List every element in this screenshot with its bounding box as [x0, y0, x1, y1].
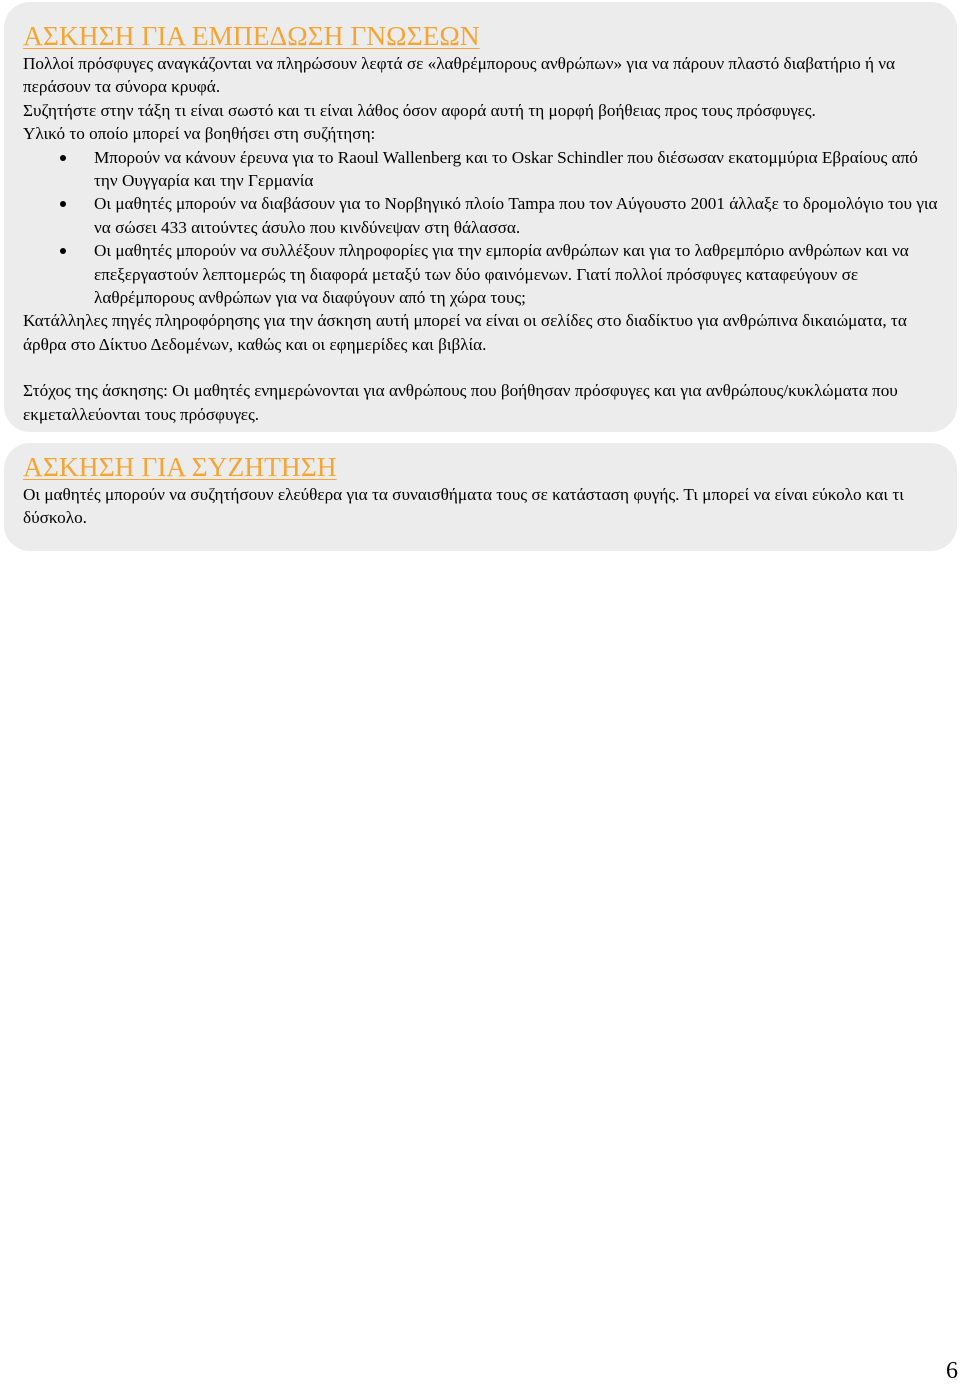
exercise1-intro: Πολλοί πρόσφυγες αναγκάζονται να πληρώσουν λεφτά σε «λαθρέμπορους ανθρώπων» για να πάρουν πλαστό διαβατήριο ή να περάσουν τα σύνορα κρυφά.	[23, 54, 896, 97]
list-item	[23, 146, 939, 193]
list-item	[23, 239, 939, 309]
exercise-knowledge-box	[4, 2, 957, 432]
bullet-icon	[60, 201, 66, 207]
exercise1-goal: Στόχος της άσκησης: Οι μαθητές ενημερώνονται για ανθρώπους που βοήθησαν πρόσφυγες και για ανθρώπους/κυκλώματα που εκμεταλλεύονται τους πρόσφυγες.	[23, 381, 898, 424]
bullet-icon	[60, 155, 66, 161]
bullet-text: Μπορούν να κάνουν έρευνα για το Raoul Wallenberg και το Oskar Schindler που διέσωσαν εκατομμύρια Εβραίους από την Ουγγαρία και την Γερμανία	[94, 147, 918, 191]
spacer	[23, 356, 939, 379]
exercise2-heading: ΑΣΚΗΣΗ ΓΙΑ ΣΥΖΗΤΗΣΗ	[23, 451, 337, 482]
bullet-text: Οι μαθητές μπορούν να διαβάσουν για το Νορβηγικό πλοίο Tampa που τον Αύγουστο 2001 άλλαξε το δρομολόγιο του για να σώσει 433 αιτούντες άσυλο που κινδύνεψαν στη θάλασσα.	[94, 194, 938, 237]
exercise1-discuss: Συζητήστε στην τάξη τι είναι σωστό και τι είναι λάθος όσον αφορά αυτή τη μορφή βοήθειας προς τους πρόσφυγες.	[23, 100, 816, 120]
exercise-discussion-box	[4, 443, 957, 551]
exercise1-material-intro: Υλικό το οποίο μπορεί να βοηθήσει στη συζήτηση:	[23, 124, 376, 144]
bullet-text: Οι μαθητές μπορούν να συλλέξουν πληροφορίες για την εμπορία ανθρώπων και για το λαθρεμπόριο ανθρώπων και να επεξεργαστούν λεπτομερώς τη διαφορά μεταξύ των δύο φαινόμενων. Γιατί πολλοί πρόσφυγες καταφεύγουν σε λαθρέμπορους ανθρώπων για να διαφύγουν από τη χώρα τους;	[94, 241, 909, 308]
exercise2-text: Οι μαθητές μπορούν να συζητήσουν ελεύθερα για τα συναισθήματα τους σε κατάσταση φυγής. Τι μπορεί να είναι εύκολο και τι δύσκολο.	[23, 485, 904, 528]
exercise1-sources: Κατάλληλες πηγές πληροφόρησης για την άσκηση αυτή μπορεί να είναι οι σελίδες στο διαδίκτυο για ανθρώπινα δικαιώματα, τα άρθρα στο Δίκτυο Δεδομένων, καθώς και οι εφημερίδες και βιβλία.	[23, 311, 907, 354]
page-number: 6	[946, 1358, 958, 1384]
list-item	[23, 192, 939, 239]
exercise1-heading: ΑΣΚΗΣΗ ΓΙΑ ΕΜΠΕΔΩΣΗ ΓΝΩΣΕΩΝ	[23, 20, 480, 51]
material-bullet-list	[23, 146, 939, 310]
bullet-icon	[60, 248, 66, 254]
